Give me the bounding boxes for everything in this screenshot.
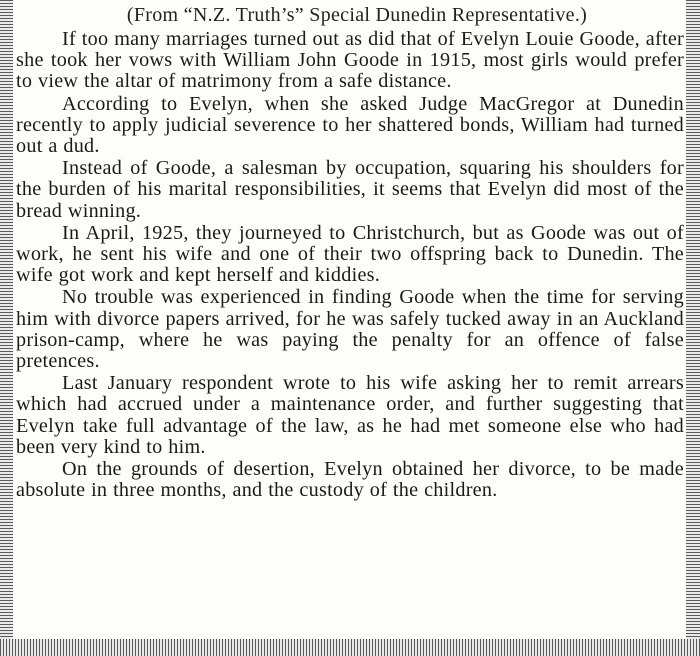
article-body	[16, 5, 684, 502]
paragraph: Instead of Goode, a salesman by occupation, squaring his shoulders for the burden of his marital responsibilities, it seems that Evelyn did most of the bread winning.	[16, 157, 684, 222]
paragraph: Last January respondent wrote to his wife asking her to remit arrears which had accrued under a maintenance order, and further suggesting that Evelyn take full advantage of the law, as he had met someone else who had been very kind to him.	[16, 372, 684, 458]
paragraph: If too many marriages turned out as did that of Evelyn Louie Goode, after she took her vows with William John Goode in 1915, most girls would prefer to view the altar of matrimony from a safe distance.	[16, 28, 684, 93]
paragraph: On the grounds of desertion, Evelyn obtained her divorce, to be made absolute in three months, and the custody of the children.	[16, 458, 684, 502]
paragraph: According to Evelyn, when she asked Judge MacGregor at Dunedin recently to apply judicial severence to her shattered bonds, William had turned out a dud.	[16, 92, 684, 158]
bottom-column-rule	[0, 639, 700, 656]
paragraph: No trouble was experienced in finding Goode when the time for serving him with divorce papers arrived, for he was safely tucked away in an Auckland prison-camp, where he was paying the penalty for an offence of false pretences.	[16, 286, 684, 373]
right-column-rule	[686, 0, 700, 656]
paragraph: In April, 1925, they journeyed to Christchurch, but as Goode was out of work, he sent his wife and one of their two offspring back to Dunedin. The wife got work and kept herself and kiddies.	[16, 221, 684, 287]
left-column-rule	[0, 0, 13, 656]
byline: (From “N.Z. Truth’s” Special Dunedin Representative.)	[126, 4, 588, 26]
